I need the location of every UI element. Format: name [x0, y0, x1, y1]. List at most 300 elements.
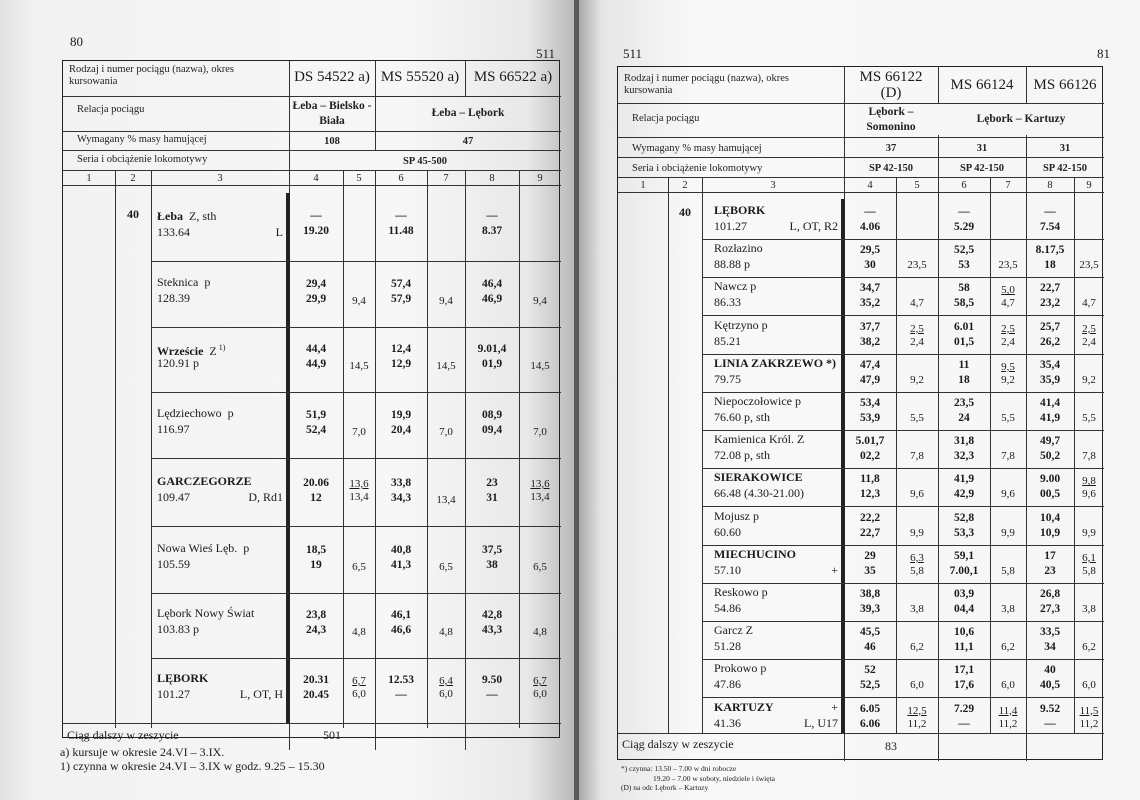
- runtime-r-7-0: 9,6: [910, 488, 924, 501]
- col-number-r-8: 8: [1047, 180, 1053, 191]
- row-sep-r-9: [702, 583, 1104, 584]
- time-r-dep-11-0: 46: [864, 641, 876, 654]
- time-r-arr-4-1: 11: [958, 358, 970, 371]
- runtime-r-12-1: 6,0: [1001, 679, 1015, 692]
- station-km-0: 133.64: [157, 225, 190, 239]
- time-r-dep-3-0: 38,2: [859, 335, 881, 348]
- time-r-arr-1-1: 52,5: [953, 244, 975, 257]
- time-dep-0-2: 8.37: [481, 225, 503, 237]
- time-arr-6-0: 23,8: [305, 609, 327, 621]
- time-dep-6-0: 24,3: [305, 624, 327, 636]
- station-r-km-8: 60.60: [714, 524, 741, 539]
- time-arr-1-0: 29,4: [305, 278, 327, 290]
- time-r-dep-7-1: 42,9: [953, 488, 975, 501]
- row-sep-3: [151, 458, 561, 459]
- train-loco-r2: SP 42-150: [1042, 163, 1088, 174]
- col-number-4: 4: [313, 173, 319, 184]
- time-r-dep-10-0: 39,3: [859, 603, 881, 615]
- station-r-km-0: 101.27: [714, 219, 747, 233]
- time-r-arr-0-0: —: [864, 206, 876, 218]
- time-r-arr-0-2: —: [1044, 206, 1056, 218]
- station-r-km-7: 66.48 (4.30-21.00): [714, 486, 804, 501]
- footnote-a: a) kursuje w okresie 24.VI – 3.IX.: [60, 745, 225, 759]
- station-r-plus-13: +: [831, 699, 838, 714]
- station-r-km-12: 47.86: [714, 677, 741, 692]
- runtime-r-5-2: 5,5: [1082, 412, 1096, 424]
- runtime-min: 2,4: [1082, 335, 1096, 348]
- hdr-line2: [63, 131, 561, 132]
- time-r-dep-4-0: 47,9: [859, 373, 881, 386]
- time-r-dep-8-1: 53,3: [953, 526, 975, 539]
- runtime-r-frac-13-1: [990, 705, 1026, 731]
- col-rule-4: [519, 170, 520, 728]
- time-r-arr-12-0: 52: [864, 664, 876, 677]
- row-sep-r-10: [702, 621, 1104, 622]
- time-r-dep-9-1: 7.00,1: [949, 564, 979, 577]
- hdr-r-line3: [618, 157, 1104, 158]
- line-number: 40: [127, 207, 139, 221]
- col-number-2: 2: [130, 173, 136, 184]
- runtime-6-2: 4,8: [533, 626, 547, 638]
- time-r-dep-10-1: 04,4: [953, 603, 975, 615]
- runtime-r-6-0: 7,8: [910, 450, 924, 463]
- time-r-arr-5-0: 53,4: [859, 397, 881, 409]
- time-r-arr-5-1: 23,5: [953, 397, 975, 409]
- station-footnote-mark: 1): [218, 343, 226, 352]
- time-dep-3-0: 52,4: [305, 424, 327, 436]
- time-arr-4-2: 23: [486, 477, 498, 489]
- station-r-5: Niepoczołowice p: [714, 394, 801, 408]
- runtime-max: 6,7: [533, 675, 547, 687]
- station-r-10: Reskowo p: [714, 585, 768, 599]
- runtime-3-0: 7,0: [352, 426, 366, 438]
- col-rule-b-1: [375, 170, 376, 750]
- time-dep-5-0: 19: [310, 559, 322, 571]
- col-rule-1: [151, 170, 152, 728]
- time-r-arr-2-0: 34,7: [859, 282, 881, 295]
- station-name: Łeba: [157, 209, 184, 223]
- runtime-min: 11,2: [907, 717, 927, 730]
- runtime-1-1: 9,4: [439, 295, 453, 307]
- station-0: [157, 209, 216, 224]
- time-dep-6-1: 46,6: [390, 624, 412, 636]
- runtime-r-9-1: 5,8: [1001, 564, 1015, 577]
- time-arr-5-1: 40,8: [390, 544, 412, 556]
- time-r-dep-2-1: 58,5: [953, 297, 975, 310]
- station-km-1: 128.39: [157, 291, 190, 305]
- page-number-table-right: 511: [623, 46, 643, 61]
- train-name-1: DS 54522 a): [294, 69, 370, 85]
- station-name: Steknica: [157, 275, 199, 289]
- train-brake-r0: 37: [885, 143, 897, 154]
- station-km-4: 109.47: [157, 490, 190, 504]
- time-r-arr-1-0: 29,5: [859, 244, 881, 257]
- continued-label-r: Ciąg dalszy w zeszycie: [622, 737, 734, 751]
- runtime-min: 11,2: [998, 717, 1018, 730]
- time-r-arr-2-2: 22,7: [1039, 282, 1061, 295]
- hdr-r-line2: [618, 137, 1104, 138]
- runtime-r-frac-3-0: [896, 323, 938, 349]
- station-suffix: p: [227, 406, 234, 420]
- runtime-r-frac-3-1: [990, 323, 1026, 349]
- time-r-arr-13-0: 6.05: [859, 702, 881, 715]
- time-dep-7-0: 20.45: [303, 689, 329, 701]
- runtime-min: 9,6: [1082, 488, 1096, 501]
- runtime-1-2: 9,4: [533, 295, 547, 307]
- col-rule-b-2: [465, 170, 466, 750]
- header-hamujacej-r: Wymagany % masy hamującej: [632, 143, 762, 154]
- runtime-3-1: 7,0: [439, 426, 453, 438]
- station-1: [157, 275, 210, 290]
- time-dep-5-2: 38: [486, 559, 498, 571]
- time-dep-1-2: 46,9: [481, 293, 503, 305]
- runtime-r-8-2: 9,9: [1082, 526, 1096, 539]
- time-arr-1-1: 57,4: [390, 278, 412, 290]
- time-r-arr-8-1: 52,8: [953, 511, 975, 524]
- time-r-dep-5-2: 41,9: [1039, 412, 1061, 424]
- header-rodzaj: Rodzaj i numer pociągu (nazwa), okres kursowania: [69, 64, 235, 87]
- runtime-r-frac-7-2: [1074, 475, 1104, 501]
- runtime-r-11-2: 6,2: [1082, 641, 1096, 654]
- col-number-r-2: 2: [682, 180, 688, 191]
- train-relation-2: Łeba – Lębork: [431, 107, 505, 119]
- time-dep-1-1: 57,9: [390, 293, 412, 305]
- time-r-arr-8-0: 22,2: [859, 511, 881, 524]
- time-r-arr-4-2: 35,4: [1039, 358, 1061, 371]
- train-relation-r1: Lębork – Somonino: [866, 106, 916, 133]
- station-r-km-9: 57.10: [714, 562, 741, 577]
- row-sep-r-7: [702, 506, 1104, 507]
- time-r-arr-12-2: 40: [1044, 664, 1056, 677]
- station-r-code-13: L, U17: [804, 715, 838, 730]
- time-r-arr-11-1: 10,6: [953, 626, 975, 639]
- row-sep-r-8: [702, 545, 1104, 546]
- time-arr-3-1: 19,9: [390, 409, 412, 421]
- time-r-arr-6-2: 49,7: [1039, 435, 1061, 448]
- continued-number-r: 83: [885, 739, 897, 753]
- time-r-dep-9-0: 35: [864, 564, 876, 577]
- runtime-6-0: 4,8: [352, 626, 366, 638]
- time-arr-7-2: 9.50: [481, 674, 503, 686]
- time-r-arr-10-2: 26,8: [1039, 588, 1061, 600]
- station-name: Lędziechowo: [157, 406, 222, 420]
- row-sep-r-2: [702, 315, 1104, 316]
- runtime-r-1-0: 23,5: [907, 259, 927, 272]
- header-relacja: Relacja pociągu: [77, 104, 145, 115]
- train-loco-r1: SP 42-150: [959, 163, 1005, 174]
- col-rule-2: [343, 170, 344, 728]
- runtime-max: 6,1: [1082, 551, 1096, 564]
- train-name-3: MS 66522 a): [473, 69, 553, 85]
- time-r-arr-7-1: 41,9: [953, 473, 975, 486]
- time-dep-1-0: 29,9: [305, 293, 327, 305]
- page-number-table: 511: [536, 46, 556, 61]
- runtime-r-frac-4-1: [990, 361, 1026, 387]
- time-arr-3-2: 08,9: [481, 409, 503, 421]
- time-r-arr-8-2: 10,4: [1039, 511, 1061, 524]
- time-r-dep-12-0: 52,5: [859, 679, 881, 692]
- time-arr-2-0: 44,4: [305, 343, 327, 355]
- time-r-dep-7-0: 12,3: [859, 488, 881, 501]
- row-sep-r-4: [702, 392, 1104, 393]
- col-rule-r-1: [702, 177, 703, 733]
- runtime-r-11-1: 6,2: [1001, 641, 1015, 654]
- time-r-arr-10-0: 38,8: [859, 588, 881, 600]
- time-r-arr-6-0: 5.01,7: [855, 435, 885, 448]
- timetable-right: [617, 66, 1103, 760]
- time-r-arr-0-1: —: [958, 206, 970, 218]
- time-r-arr-6-1: 31,8: [953, 435, 975, 448]
- station-7: [157, 671, 208, 686]
- time-dep-7-2: —: [486, 689, 498, 701]
- header-seria-r: Seria i obciążenie lokomotywy: [632, 163, 763, 174]
- train-name-r1: MS 66122: [859, 69, 923, 85]
- time-dep-7-1: —: [395, 689, 407, 701]
- line-number-r: 40: [679, 205, 691, 219]
- time-r-arr-3-0: 37,7: [859, 320, 881, 333]
- time-r-dep-10-2: 27,3: [1039, 603, 1061, 615]
- train-name-r2: MS 66124: [950, 77, 1014, 93]
- station-r-km-4: 79.75: [714, 371, 741, 386]
- body-bottom: [63, 723, 561, 724]
- train-loco-r0: SP 42-150: [868, 163, 914, 174]
- row-sep-r-11: [702, 659, 1104, 660]
- train-brake-2: 47: [462, 136, 474, 147]
- col-number-7: 7: [443, 173, 449, 184]
- hdr-r-line1: [618, 103, 1104, 104]
- time-arr-6-1: 46,1: [390, 609, 412, 621]
- runtime-min: 6,0: [533, 688, 547, 700]
- time-r-dep-2-2: 23,2: [1039, 297, 1061, 310]
- time-dep-6-2: 43,3: [481, 624, 503, 636]
- time-dep-0-0: 19.20: [303, 225, 329, 237]
- time-r-arr-7-2: 9.00: [1039, 473, 1061, 486]
- runtime-4-1: 13,4: [436, 494, 456, 506]
- runtime-max: 13,6: [530, 478, 550, 490]
- time-r-arr-10-1: 03,9: [953, 588, 975, 600]
- train-relation-r2: Lębork – Kartuzy: [976, 113, 1066, 125]
- runtime-min: 13,4: [530, 491, 550, 503]
- runtime-min: 6,0: [439, 688, 453, 700]
- time-r-dep-0-0: 4.06: [859, 221, 881, 233]
- station-r-km-2: 86.33: [714, 295, 741, 310]
- time-r-arr-9-2: 17: [1044, 549, 1056, 562]
- col-number-6: 6: [398, 173, 404, 184]
- station-km-2: 120.91 p: [157, 356, 199, 370]
- station-name: GARCZEGORZE: [157, 474, 252, 488]
- footnote-1: 1) czynna w okresie 24.VI – 3.IX w godz. 9.25 – 15.30: [60, 759, 325, 773]
- time-r-arr-12-1: 17,1: [953, 664, 975, 677]
- time-r-dep-6-1: 32,3: [953, 450, 975, 463]
- time-r-arr-11-0: 45,5: [859, 626, 881, 639]
- row-sep-5: [151, 593, 561, 594]
- station-r-1: Rozłazino: [714, 241, 763, 256]
- hdr-line1: [63, 96, 561, 97]
- time-r-arr-9-0: 29: [864, 549, 876, 562]
- col-number-r-1: 1: [640, 180, 646, 191]
- runtime-frac-4-0: [343, 478, 375, 504]
- time-r-dep-1-1: 53: [958, 259, 970, 272]
- time-arr-2-2: 9.01,4: [477, 343, 507, 355]
- time-r-dep-11-2: 34: [1044, 641, 1056, 654]
- runtime-min: 11,2: [1079, 717, 1099, 730]
- page-number-right: 81: [1097, 46, 1110, 61]
- runtime-6-1: 4,8: [439, 626, 453, 638]
- row-sep-r-3: [702, 354, 1104, 355]
- loco-series: SP 45-500: [402, 156, 448, 167]
- runtime-min: 6,0: [352, 688, 366, 700]
- station-suffix: Z, sth: [189, 209, 217, 223]
- station-r-km-10: 54.86: [714, 601, 741, 615]
- runtime-max: 6,4: [439, 675, 453, 687]
- runtime-r-frac-3-2: [1074, 323, 1104, 349]
- runtime-max: 2,5: [1082, 322, 1096, 335]
- footnote-r1: *) czynna: 13.50 – 7.00 w dni robocze: [621, 764, 737, 773]
- train-brake-r2: 31: [1059, 143, 1071, 154]
- time-r-dep-6-2: 50,2: [1039, 450, 1061, 463]
- header-relacja-r: Relacja pociągu: [632, 113, 700, 124]
- station-suffix: Z: [209, 344, 217, 358]
- row-sep-0: [151, 261, 561, 262]
- runtime-frac-4-2: [519, 478, 561, 504]
- station-name: Lębork Nowy Świat: [157, 606, 255, 620]
- runtime-r-frac-13-0: [896, 705, 938, 731]
- time-r-dep-1-2: 18: [1044, 259, 1056, 272]
- col-number-8: 8: [489, 173, 495, 184]
- runtime-r-8-1: 9,9: [1001, 526, 1015, 539]
- station-4: [157, 474, 252, 489]
- station-r-3: Kętrzyno p: [714, 317, 768, 332]
- station-r-7: SIERAKOWICE: [714, 470, 803, 485]
- row-sep-r-0: [702, 239, 1104, 240]
- row-sep-r-5: [702, 430, 1104, 431]
- time-dep-3-1: 20,4: [390, 424, 412, 436]
- time-r-arr-7-0: 11,8: [860, 473, 880, 486]
- runtime-r-6-1: 7,8: [1001, 450, 1015, 463]
- time-dep-4-0: 12: [310, 492, 322, 504]
- station-r-code-9: +: [831, 562, 838, 577]
- time-r-dep-5-0: 53,9: [859, 412, 881, 424]
- header-rodzaj-r: Rodzaj i numer pociągu (nazwa), okres kursowania: [624, 73, 790, 96]
- footnote-r2: 19.20 – 7.00 w soboty, niedziele i święta: [653, 774, 775, 783]
- col-number-r-5: 5: [914, 180, 920, 191]
- time-arr-2-1: 12,4: [390, 343, 412, 355]
- runtime-r-frac-2-1: [990, 284, 1026, 310]
- row-sep-1: [151, 327, 561, 328]
- station-code-4: D, Rd1: [248, 490, 283, 504]
- col-number-r-6: 6: [961, 180, 967, 191]
- col-number-1: 1: [86, 173, 92, 184]
- station-suffix: p: [243, 541, 250, 555]
- runtime-frac-7-2: [519, 675, 561, 701]
- time-r-dep-12-1: 17,6: [953, 679, 975, 692]
- runtime-min: 5,8: [910, 564, 924, 577]
- station-km-5: 105.59: [157, 557, 190, 571]
- runtime-max: 12,5: [907, 704, 927, 717]
- station-name: Nowa Wieś Lęb.: [157, 541, 238, 555]
- time-r-dep-8-2: 10,9: [1039, 526, 1061, 539]
- row-sep-4: [151, 526, 561, 527]
- station-name: Wrzeście: [157, 344, 204, 358]
- row-sep-6: [151, 658, 561, 659]
- runtime-frac-7-1: [427, 675, 465, 701]
- time-arr-5-0: 18,5: [305, 544, 327, 556]
- runtime-2-1: 14,5: [436, 360, 456, 372]
- runtime-2-2: 14,5: [530, 360, 550, 372]
- time-dep-2-1: 12,9: [390, 358, 412, 370]
- train-name-r3: MS 66126: [1033, 77, 1097, 93]
- runtime-r-frac-13-2: [1074, 705, 1104, 731]
- time-r-arr-3-1: 6.01: [953, 320, 975, 333]
- col-number-5: 5: [356, 173, 362, 184]
- time-r-dep-13-2: —: [1044, 717, 1056, 730]
- station-r-4: LINIA ZAKRZEWO *): [714, 355, 837, 370]
- time-dep-4-1: 34,3: [390, 492, 412, 504]
- runtime-max: 11,5: [1079, 704, 1099, 717]
- time-r-dep-5-1: 24: [958, 412, 970, 424]
- train-relation-1: Łeba – Bielsko -Biała: [292, 100, 372, 127]
- station-r-11: Garcz Z: [714, 623, 753, 638]
- station-5: [157, 541, 249, 556]
- station-r-km-13: 41.36: [714, 715, 741, 730]
- row-sep-r-6: [702, 468, 1104, 469]
- runtime-5-2: 6,5: [533, 561, 547, 573]
- col-number-r-4: 4: [867, 180, 873, 191]
- runtime-r-2-0: 4,7: [910, 297, 924, 310]
- time-r-dep-9-2: 23: [1044, 564, 1056, 577]
- time-arr-7-1: 12.53: [388, 674, 414, 686]
- runtime-max: 5,0: [1001, 284, 1015, 297]
- time-arr-0-2: —: [486, 210, 498, 222]
- train-brake-1: 108: [324, 136, 340, 147]
- time-arr-0-1: —: [395, 210, 407, 222]
- time-r-dep-6-0: 02,2: [859, 450, 881, 463]
- runtime-3-2: 7,0: [533, 426, 547, 438]
- runtime-frac-7-0: [343, 675, 375, 701]
- continued-label: Ciąg dalszy w zeszycie: [67, 728, 179, 742]
- time-r-arr-1-2: 8.17,5: [1035, 244, 1065, 257]
- col-number-r-3: 3: [770, 180, 776, 191]
- time-r-arr-5-2: 41,4: [1039, 397, 1061, 409]
- col-number-r-7: 7: [1005, 180, 1011, 191]
- station-name: LĘBORK: [157, 671, 209, 685]
- time-r-dep-11-1: 11,1: [954, 641, 974, 654]
- station-r-km-6: 72.08 p, sth: [714, 448, 771, 463]
- runtime-r-7-1: 9,6: [1001, 488, 1015, 501]
- runtime-r-4-2: 9,2: [1082, 373, 1096, 386]
- time-r-dep-4-1: 18: [958, 373, 970, 386]
- time-r-dep-13-0: 6.06: [859, 717, 881, 730]
- runtime-min: 2,4: [1001, 335, 1015, 348]
- runtime-r-1-2: 23,5: [1079, 259, 1099, 272]
- train-name-r1b: (D): [880, 85, 902, 101]
- header-seria: Seria i obciążenie lokomotywy: [77, 154, 208, 165]
- station-r-km-3: 85.21: [714, 333, 741, 348]
- hdr-r-line5: [618, 192, 1104, 193]
- time-arr-4-1: 33,8: [390, 477, 412, 489]
- time-r-arr-13-1: 7.29: [953, 702, 975, 715]
- station-3: [157, 406, 234, 421]
- station-r-km-1: 88.88 p: [714, 257, 750, 272]
- runtime-max: 6,7: [352, 675, 366, 687]
- hdr-line4: [63, 170, 561, 171]
- runtime-min: 9,2: [1001, 373, 1015, 386]
- col-rule-0: [115, 170, 116, 728]
- runtime-r-12-2: 6,0: [1082, 679, 1096, 692]
- row-sep-2: [151, 392, 561, 393]
- runtime-r-10-1: 3,8: [1001, 603, 1015, 615]
- station-r-8: Mojusz p: [714, 508, 759, 523]
